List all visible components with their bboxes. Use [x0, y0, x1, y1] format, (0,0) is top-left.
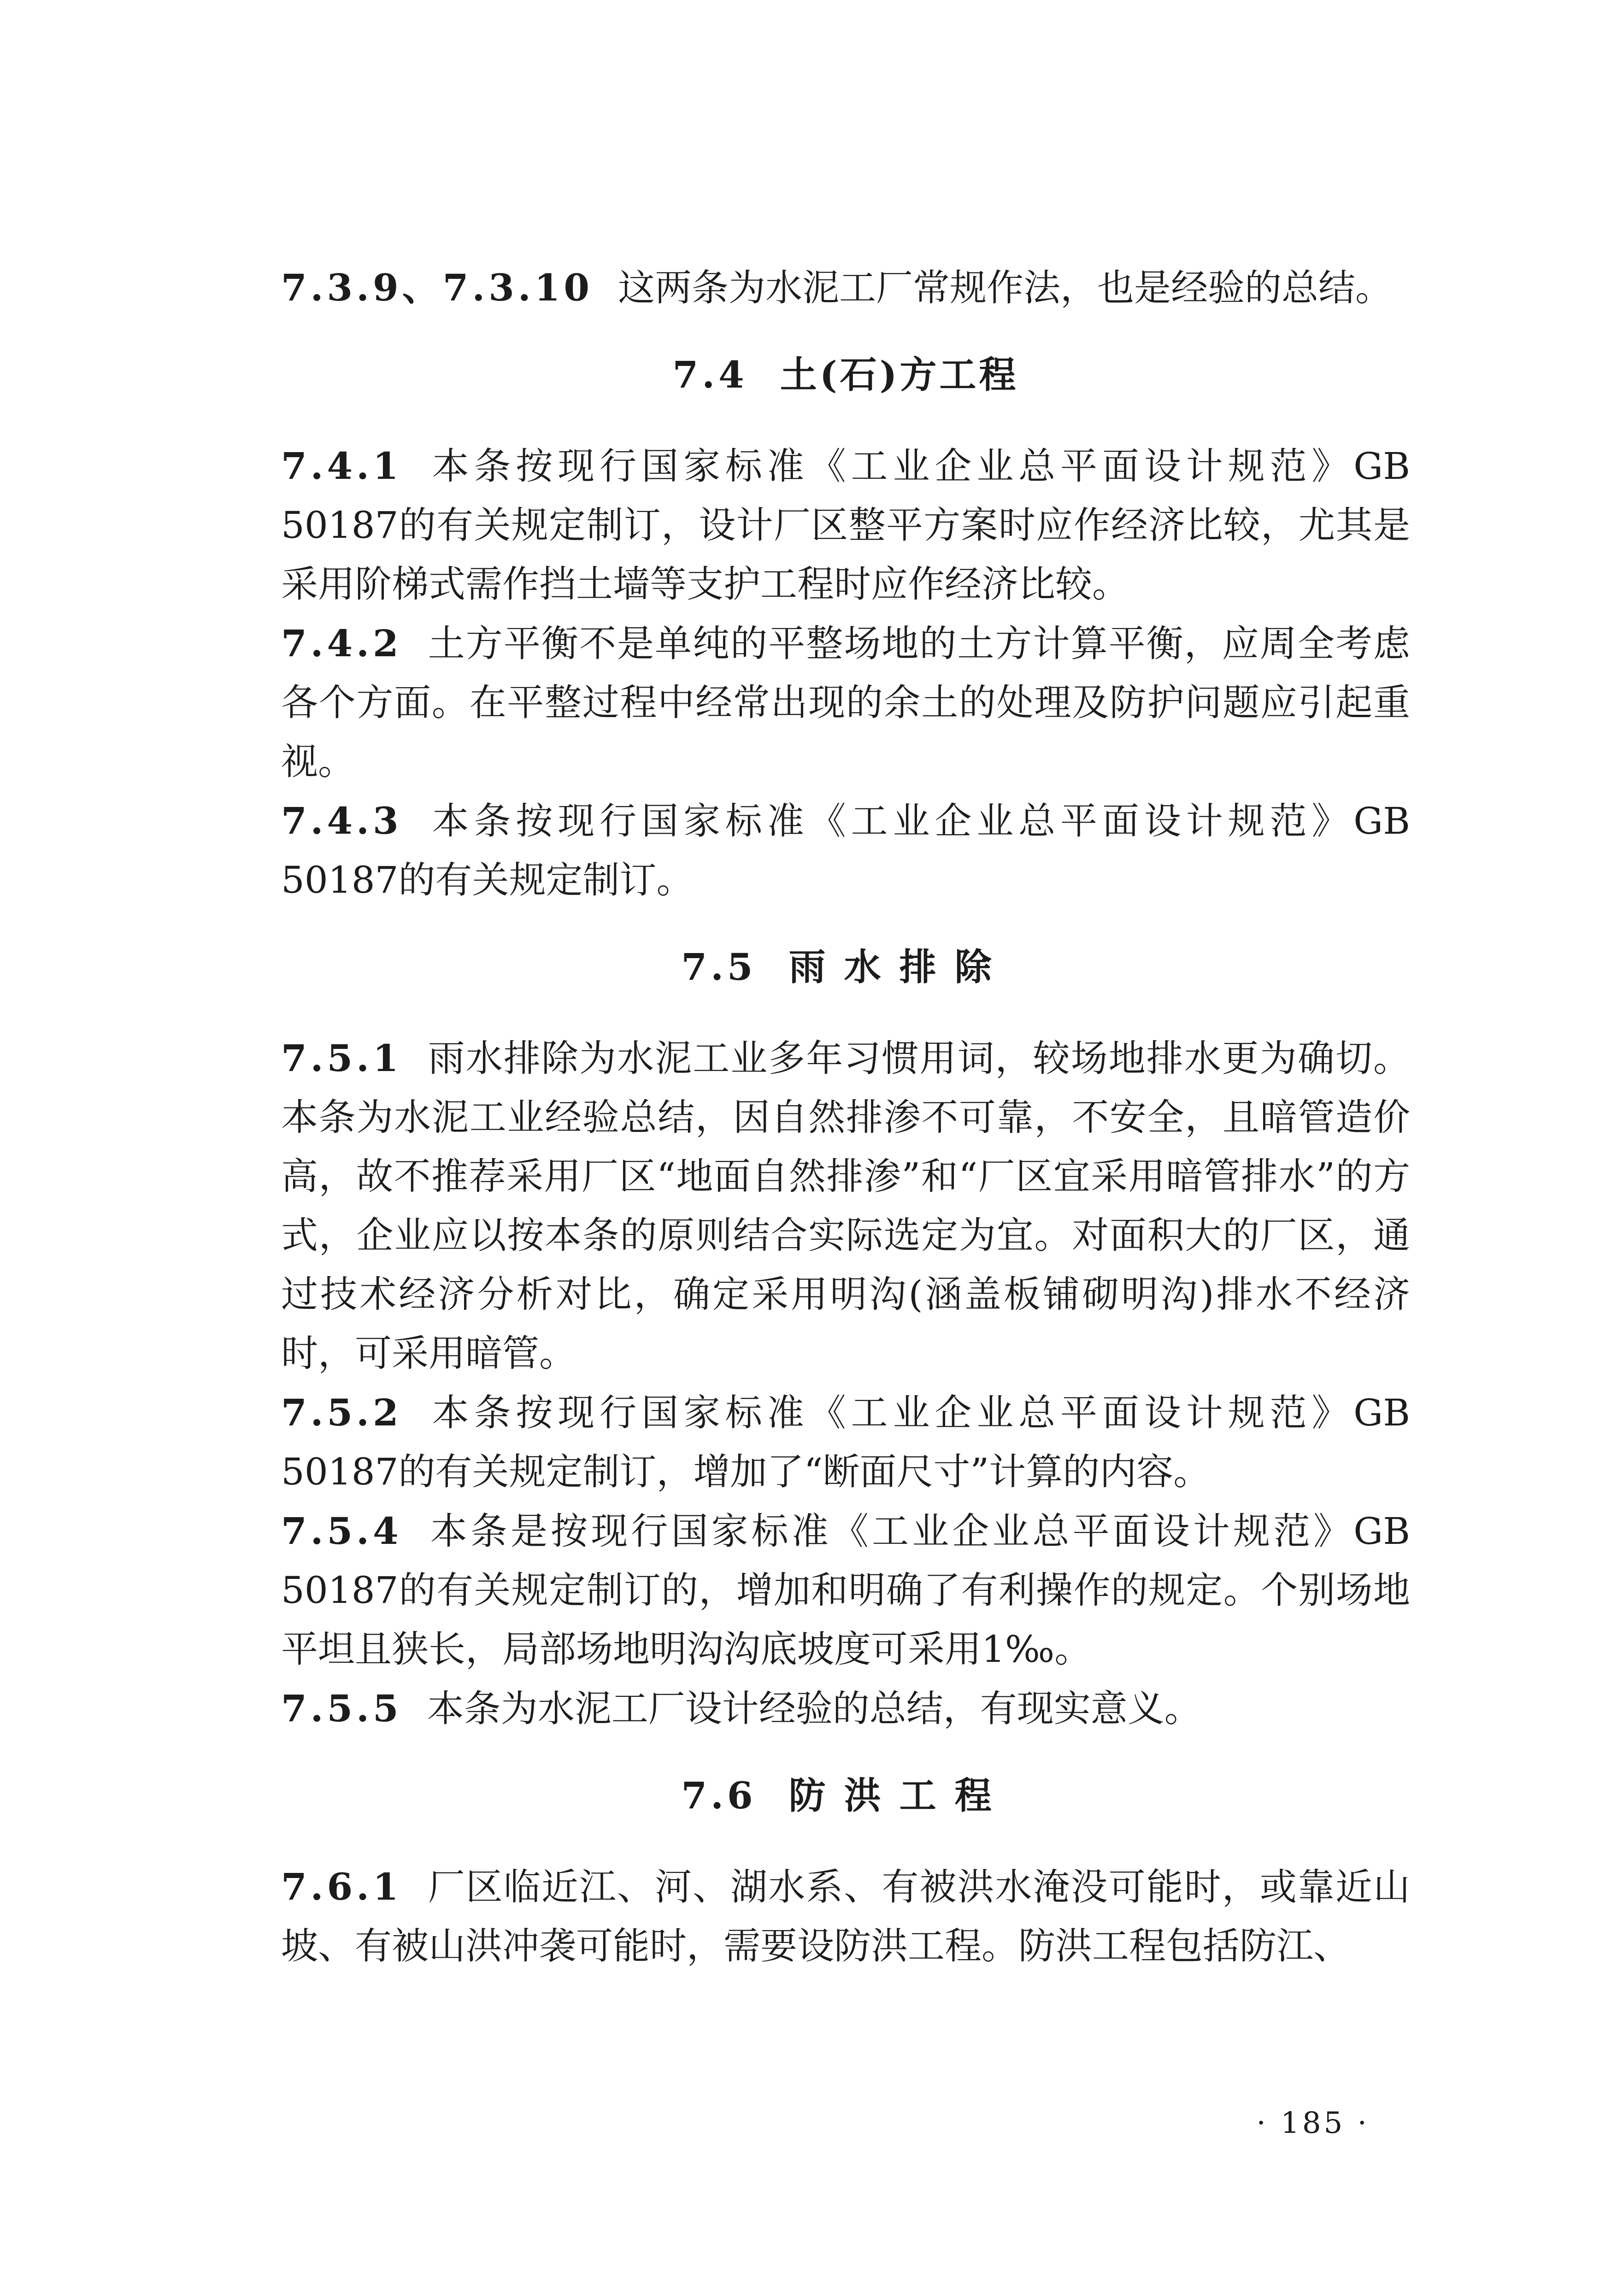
- clause-text: 土方平衡不是单纯的平整场地的土方计算平衡，应周全考虑各个方面。在平整过程中经常出现的余土的处理及防护问题应引起重视。: [281, 622, 1410, 783]
- clause-text: 厂区临近江、河、湖水系、有被洪水淹没可能时，或靠近山坡、有被山洪冲袭可能时，需要设防洪工程。防洪工程包括防江、: [281, 1866, 1410, 1967]
- clause-number: 7.4.3: [281, 799, 402, 842]
- paragraph-7-5-4: [281, 1501, 1410, 1679]
- clause-number: 7.4.2: [281, 622, 402, 665]
- clause-number: 7.3.9、7.3.10: [281, 266, 594, 309]
- clause-text: 雨水排除为水泥工业多年习惯用词，较场地排水更为确切。本条为水泥工业经验总结，因自然排渗不可靠，不安全，且暗管造价高，故不推荐采用厂区“地面自然排渗”和“厂区宜采用暗管排水”的方式，企业应以按本条的原则结合实际选定为宜。对面积大的厂区，通过技术经济分析对比，确定采用明沟(涵盖板铺砌明沟)排水不经济时，可采用暗管。: [281, 1037, 1410, 1375]
- clause-text: 本条是按现行国家标准《工业企业总平面设计规范》GB 50187的有关规定制订的，增加和明确了有利操作的规定。个别场地平坦且狭长，局部场地明沟沟底坡度可采用1‰。: [281, 1510, 1410, 1671]
- clause-number: 7.5.2: [281, 1391, 402, 1434]
- clause-number: 7.5.5: [281, 1687, 402, 1730]
- document-body: [281, 258, 1410, 1976]
- paragraph-7-4-3: [281, 791, 1410, 910]
- page-number: · 185 ·: [1256, 2106, 1370, 2140]
- clause-number: 7.4.1: [281, 444, 402, 488]
- section-heading-7-6: [281, 1766, 1410, 1825]
- clause-number: 7.6.1: [281, 1865, 402, 1908]
- paragraph-7-5-1: [281, 1029, 1410, 1383]
- clause-text: 本条按现行国家标准《工业企业总平面设计规范》GB 50187的有关规定制订，设计厂区整平方案时应作经济比较，尤其是采用阶梯式需作挡土墙等支护工程时应作经济比较。: [281, 445, 1410, 606]
- paragraph-7-5-2: [281, 1383, 1410, 1501]
- clause-text: 本条按现行国家标准《工业企业总平面设计规范》GB 50187的有关规定制订。: [281, 800, 1410, 901]
- paragraph-7-6-1: [281, 1857, 1410, 1976]
- section-title: 防洪工程: [788, 1774, 1010, 1817]
- clause-text: 本条按现行国家标准《工业企业总平面设计规范》GB 50187的有关规定制订，增加了“断面尺寸”计算的内容。: [281, 1391, 1410, 1493]
- clause-number: 7.5.4: [281, 1509, 402, 1553]
- section-number: 7.4: [672, 353, 748, 396]
- paragraph-7-5-5: [281, 1679, 1410, 1738]
- clause-text: 这两条为水泥工厂常规作法，也是经验的总结。: [618, 266, 1393, 309]
- section-heading-7-4: [281, 345, 1410, 404]
- section-title: 雨水排除: [788, 945, 1010, 989]
- clause-number: 7.5.1: [281, 1036, 402, 1080]
- section-title: 土(石)方工程: [780, 353, 1019, 396]
- paragraph-7-4-2: [281, 614, 1410, 791]
- section-number: 7.6: [681, 1774, 757, 1817]
- section-heading-7-5: [281, 937, 1410, 996]
- paragraph-7-4-1: [281, 436, 1410, 614]
- section-number: 7.5: [681, 945, 757, 989]
- clause-text: 本条为水泥工厂设计经验的总结，有现实意义。: [427, 1687, 1201, 1730]
- paragraph-7-3-9: [281, 258, 1410, 318]
